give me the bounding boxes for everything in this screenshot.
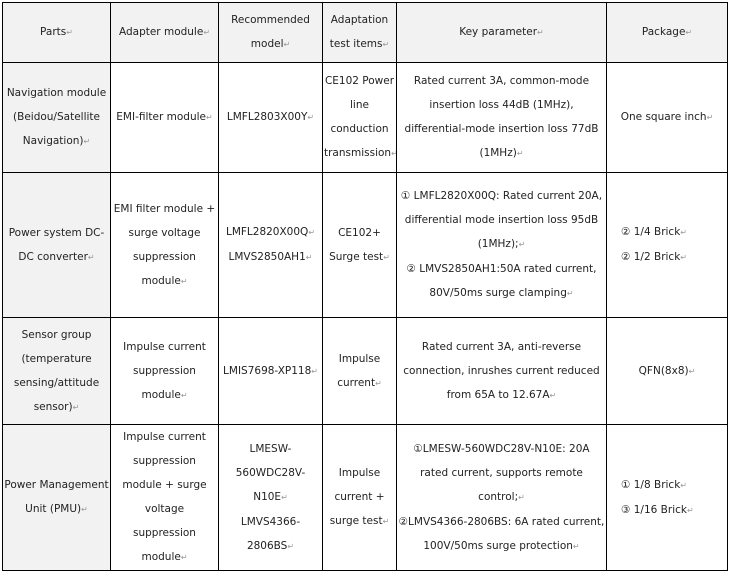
header-row — [3, 3, 728, 63]
test-cell-text: CE102+ Surge test ↵ — [329, 227, 390, 263]
part-cell — [3, 173, 111, 318]
test-cell-text: Impulse current ↵ — [337, 353, 382, 389]
param-cell — [397, 173, 607, 318]
param-cell-text: Rated current 3A, anti-reverse connection, inrushes current reduced from 65A to 12.67A ↵ — [403, 341, 599, 401]
param-cell-text: Rated current 3A, common-mode insertion loss 44dB (1MHz), differential-mode insertion loss 77dB (1MHz) ↵ — [405, 75, 599, 159]
header-model — [219, 3, 323, 63]
package-cell — [607, 425, 728, 571]
header-adapter — [111, 3, 219, 63]
adapter-cell-text: EMI filter module + surge voltage suppression module ↵ — [114, 203, 215, 287]
table-row — [3, 425, 728, 571]
part-cell — [3, 63, 111, 173]
test-cell-text: CE102 Power line conduction transmission ↵ — [324, 75, 397, 159]
adapter-cell — [111, 318, 219, 425]
part-cell-text: Sensor group (temperature sensing/attitude sensor) ↵ — [14, 329, 99, 413]
part-cell — [3, 425, 111, 571]
test-cell — [323, 63, 397, 173]
test-cell — [323, 173, 397, 318]
package-cell-text: ③ 1/16 Brick ↵ — [621, 498, 726, 523]
model-cell-text: LMFL2803X00Y ↵ — [220, 105, 321, 130]
part-cell-text: Power system DC-DC converter ↵ — [9, 227, 105, 263]
model-cell-text: LMVS2850AH1 ↵ — [220, 245, 321, 270]
header-text: Parts ↵ — [40, 26, 73, 38]
header-text: Recommended model ↵ — [231, 14, 310, 50]
model-cell — [219, 318, 323, 425]
test-cell — [323, 425, 397, 571]
package-cell — [607, 63, 728, 173]
model-cell — [219, 173, 323, 318]
package-cell-text: ② 1/2 Brick ↵ — [621, 245, 726, 270]
header-text: Key parameter ↵ — [459, 26, 544, 38]
package-cell — [607, 173, 728, 318]
adapter-cell-text: EMI-filter module ↵ — [116, 111, 212, 123]
header-param — [397, 3, 607, 63]
table-row — [3, 63, 728, 173]
header-package — [607, 3, 728, 63]
table-row — [3, 318, 728, 425]
table-row — [3, 173, 728, 318]
part-cell — [3, 318, 111, 425]
package-cell-text: ① 1/8 Brick ↵ — [621, 473, 726, 498]
package-cell — [607, 318, 728, 425]
model-cell — [219, 425, 323, 571]
test-cell-text: Impulse current + surge test ↵ — [330, 467, 390, 527]
parts-table — [2, 2, 728, 571]
adapter-cell-text: Impulse current suppression module ↵ — [123, 341, 206, 401]
param-cell-text: ①LMESW-560WDC28V-N10E: 20A rated current, supports remote control; ↵ — [398, 437, 605, 510]
package-cell-text: QFN(8x8) ↵ — [608, 359, 726, 384]
param-cell — [397, 425, 607, 571]
header-text: Adapter module ↵ — [119, 26, 210, 38]
model-cell-text: LMVS4366-2806BS ↵ — [220, 510, 321, 559]
adapter-cell-text: Impulse current suppression module + surge voltage suppression module ↵ — [122, 431, 206, 563]
test-cell — [323, 318, 397, 425]
adapter-cell — [111, 425, 219, 571]
part-cell-text: Navigation module (Beidou/Satellite Navigation) ↵ — [7, 87, 106, 147]
param-cell — [397, 318, 607, 425]
model-cell-text: LMESW-560WDC28V-N10E ↵ — [220, 437, 321, 510]
package-cell-text: ② 1/4 Brick ↵ — [621, 220, 726, 245]
model-cell-text: LMIS7698-XP118 ↵ — [220, 359, 321, 384]
model-cell-text: LMFL2820X00Q ↵ — [220, 220, 321, 245]
param-cell-text: ②LMVS4366-2806BS: 6A rated current, 100V/50ms surge protection ↵ — [398, 510, 605, 559]
param-cell-text: ② LMVS2850AH1:50A rated current, 80V/50ms surge clamping ↵ — [398, 257, 605, 306]
part-cell-text: Power Management Unit (PMU) ↵ — [4, 479, 108, 515]
adapter-cell — [111, 63, 219, 173]
package-cell-text: One square inch ↵ — [608, 105, 726, 130]
header-text: Package ↵ — [642, 26, 692, 38]
model-cell — [219, 63, 323, 173]
header-parts — [3, 3, 111, 63]
header-text: Adaptation test items ↵ — [330, 14, 389, 50]
param-cell — [397, 63, 607, 173]
adapter-cell — [111, 173, 219, 318]
param-cell-text: ① LMFL2820X00Q: Rated current 20A, differential mode insertion loss 95dB (1MHz); ↵ — [398, 184, 605, 257]
header-test — [323, 3, 397, 63]
